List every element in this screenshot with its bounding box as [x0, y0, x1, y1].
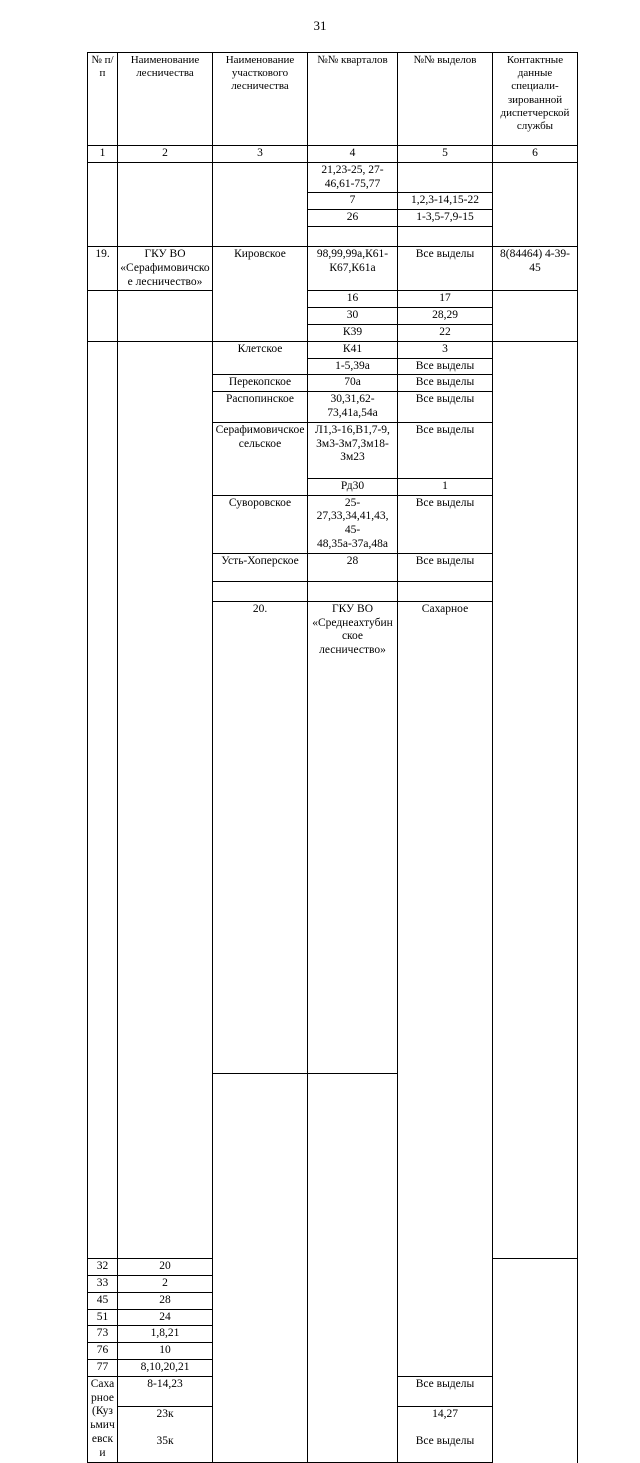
quarters-cell: 7 — [308, 193, 398, 210]
district-name: Перекопское — [213, 375, 308, 392]
allotments-cell: 17 — [398, 291, 493, 308]
col-header: №№ кварталов — [308, 53, 398, 146]
allotments-cell: Все выделы — [398, 495, 493, 553]
quarters-cell: К41 — [308, 341, 398, 358]
allotments-cell: 20 — [118, 1259, 213, 1276]
allotments-cell: 1-3,5-7,9-15 — [398, 210, 493, 227]
table-header-row — [88, 53, 578, 146]
allotments-cell: Все выделы — [398, 392, 493, 423]
col-number: 6 — [493, 146, 578, 163]
district-name: Кировское — [213, 246, 308, 341]
allotments-cell: Все выделы — [398, 358, 493, 375]
forestry-register-table — [87, 52, 578, 1463]
quarters-cell: 33 — [88, 1275, 118, 1292]
col-number: 2 — [118, 146, 213, 163]
quarters-cell: 98,99,99а,К61-К67,К61а — [308, 246, 398, 290]
entry-number: 20. — [213, 601, 308, 1073]
contact-cell: 8(84464) 4-39-45 — [493, 246, 578, 290]
table-row — [88, 291, 578, 308]
col-number: 3 — [213, 146, 308, 163]
col-number: 5 — [398, 146, 493, 163]
quarters-cell: 23к — [118, 1406, 213, 1434]
allotments-cell: Все выделы — [398, 422, 493, 478]
district-name: Клетское — [213, 341, 308, 375]
allotments-cell: Все выделы — [398, 1376, 493, 1406]
quarters-cell: 30 — [308, 308, 398, 325]
entry-number: 19. — [88, 246, 118, 290]
allotments-cell: 14,27 — [398, 1406, 493, 1434]
col-number: 4 — [308, 146, 398, 163]
allotments-cell: Все выделы — [398, 246, 493, 290]
allotments-cell: 1 — [398, 478, 493, 495]
quarters-cell: 26 — [308, 210, 398, 227]
table-row — [88, 162, 578, 193]
quarters-cell: 70а — [308, 375, 398, 392]
forestry-name: ГКУ ВО «Серафимовичское лесничество» — [118, 246, 213, 290]
quarters-cell: К39 — [308, 324, 398, 341]
allotments-cell: 24 — [118, 1309, 213, 1326]
quarters-cell: 76 — [88, 1343, 118, 1360]
district-name: Сахарное — [398, 601, 493, 1376]
allotments-cell: Все выделы — [398, 375, 493, 392]
table-row — [88, 246, 578, 290]
district-name: Усть-Хоперское — [213, 553, 308, 581]
table-row — [88, 341, 578, 358]
quarters-cell: 51 — [88, 1309, 118, 1326]
quarters-cell: 25-27,33,34,41,43, 45-48,35а-37а,48а — [308, 495, 398, 553]
page-number: 31 — [313, 18, 327, 33]
quarters-cell: 45 — [88, 1292, 118, 1309]
allotments-cell: 28,29 — [398, 308, 493, 325]
district-name: Распопинское — [213, 392, 308, 423]
allotments-cell: 1,8,21 — [118, 1326, 213, 1343]
allotments-cell: 8,10,20,21 — [118, 1359, 213, 1376]
col-header: №№ выделов — [398, 53, 493, 146]
quarters-cell: 8-14,23 — [118, 1376, 213, 1406]
allotments-cell: 28 — [118, 1292, 213, 1309]
allotments-cell: 22 — [398, 324, 493, 341]
col-header: Контактные данные специали-зированной диспетчерской службы — [493, 53, 578, 146]
allotments-cell: 1,2,3-14,15-22 — [398, 193, 493, 210]
allotments-cell: Все выделы — [398, 553, 493, 581]
quarters-cell: 1-5,39а — [308, 358, 398, 375]
quarters-cell: 30,31,62-73,41а,54а — [308, 392, 398, 423]
quarters-cell: 77 — [88, 1359, 118, 1376]
allotments-cell: 10 — [118, 1343, 213, 1360]
quarters-cell: 21,23-25, 27-46,61-75,77 — [308, 162, 398, 193]
quarters-cell: 16 — [308, 291, 398, 308]
quarters-cell: Л1,3-16,В1,7-9, Зм3-Зм7,Зм18-Зм23 — [308, 422, 398, 478]
quarters-cell: Рд30 — [308, 478, 398, 495]
col-header: Наименование участкового лесничества — [213, 53, 308, 146]
quarters-cell: 35к — [118, 1434, 213, 1462]
district-name: Сахарное (Кузьмичевски — [88, 1376, 118, 1462]
quarters-cell: 28 — [308, 553, 398, 581]
col-number: 1 — [88, 146, 118, 163]
forestry-name: ГКУ ВО «Среднеахтубинское лесничество» — [308, 601, 398, 1073]
allotments-cell: 2 — [118, 1275, 213, 1292]
column-number-row — [88, 146, 578, 163]
col-header: Наименование лесничества — [118, 53, 213, 146]
quarters-cell: 73 — [88, 1326, 118, 1343]
allotments-cell: Все выделы — [398, 1434, 493, 1462]
allotments-cell: 3 — [398, 341, 493, 358]
district-name: Суворовское — [213, 495, 308, 553]
col-header: № п/п — [88, 53, 118, 146]
district-name: Серафимовичское сельское — [213, 422, 308, 495]
quarters-cell: 32 — [88, 1259, 118, 1276]
